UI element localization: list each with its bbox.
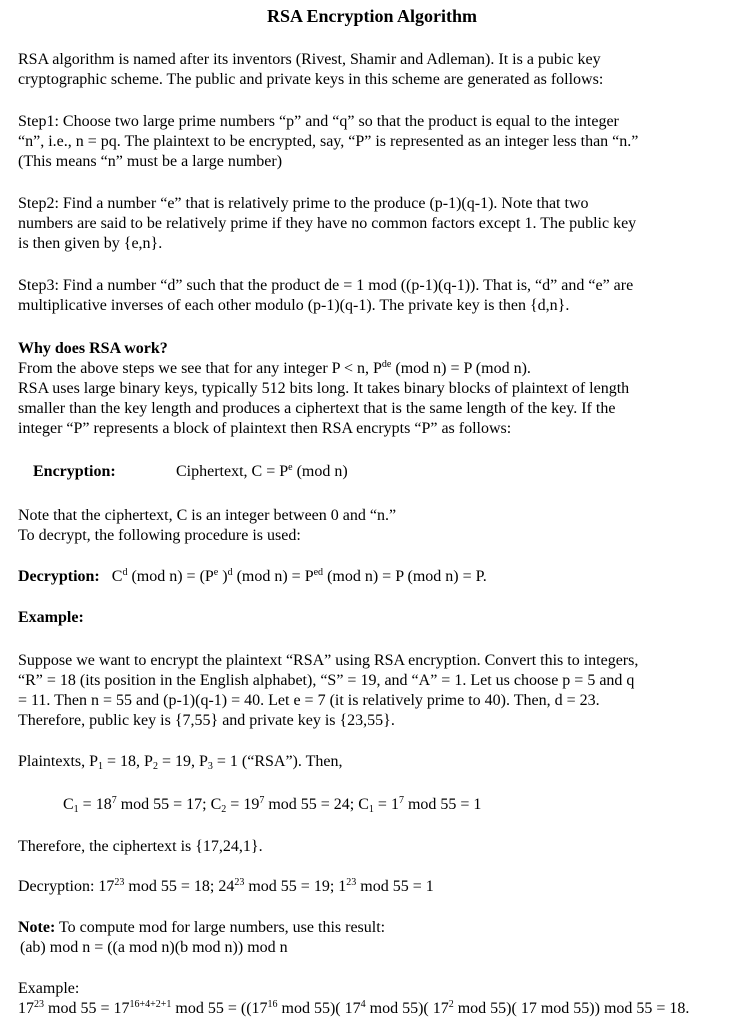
example2-calculation: $17^{23}$ mod $55 = 17^{16+4+2+1}$ mod $55 = ((17^{16}$ mod 55)( $17^4$ mod 55)( $17^2$ mod 55)( 17 mod 55)) mod 55 = 18. [18,999,690,1017]
decryption-calculation: Decryption: $17^{23}$ mod 55 = 18; $24^{23}$ mod 55 = 19; $1^{23}$ mod 55 = 1 [18,877,434,895]
note-line: Note: To compute mod for large numbers, use this result: [18,919,386,936]
note-line: To decrypt, the following procedure is used: [18,527,301,544]
step2-line: is then given by {e,n}. [18,235,163,252]
why-line: integer “P” represents a block of plaintext then RSA encrypts “P” as follows: [18,420,512,437]
why-line: From the above steps we see that for any integer P < n, $P^{de}$ (mod n) = P (mod n). [18,359,531,377]
step3-line: multiplicative inverses of each other modulo (p-1)(q-1). The private key is then {d,n}. [18,297,570,314]
mod-formula: (ab) mod n = ((a mod n)(b mod n)) mod n [20,939,288,956]
step1-line: Step1: Choose two large prime numbers “p” and “q” so that the product is equal to the integer [18,113,619,130]
example-heading: Example: [18,609,84,626]
step1-line: (This means “n” must be a large number) [18,153,283,170]
intro-line: RSA algorithm is named after its inventors (Rivest, Shamir and Adleman). It is a pubic key [18,51,601,68]
page-title: RSA Encryption Algorithm [266,6,478,26]
example2-label: Example: [18,980,80,997]
why-line: RSA uses large binary keys, typically 512 bits long. It takes binary blocks of plaintext of length [18,380,630,397]
cipher-calculation: $C_1 = 18^7$ mod 55 = 17; $C_2 = 19^7$ mod 55 = 24; $C_1 = 1^7$ mod 55 = 1 [63,795,482,815]
step3-line: Step3: Find a number “d” such that the product de = 1 mod ((p-1)(q-1)). That is, “d” and “e” are [18,277,634,294]
example-line: Suppose we want to encrypt the plaintext “RSA” using RSA encryption. Convert this to integers, [18,652,639,669]
step2-line: Step2: Find a number “e” that is relatively prime to the produce (p-1)(q-1). Note that two [18,195,589,212]
encryption-formula: Ciphertext, $C = P^e$ (mod n) [176,462,348,480]
step1-line: “n”, i.e., n = pq. The plaintext to be encrypted, say, “P” is represented as an integer less than “n.” [18,133,639,150]
example-line: “R” = 18 (its position in the English alphabet), “S” = 19, and “A” = 1. Let us choose p = 5 and q [18,672,635,689]
intro-line: cryptographic scheme. The public and private keys in this scheme are generated as follows: [18,71,604,88]
encryption-label: Encryption: [33,463,116,480]
plaintexts-line: Plaintexts, $P_1 = 18$, $P_2 = 19$, $P_3 = 1$ (“RSA”). Then, [18,753,343,772]
example-line: Therefore, public key is {7,55} and private key is {23,55}. [18,712,395,729]
decryption-formula: Decryption: $C^d$ (mod $n) = (P^e$ )$^d$ (mod $n) = P^{ed}$ (mod n) = P (mod n) = P. [18,567,487,585]
why-line: smaller than the key length and produces a ciphertext that is the same length of the key. If the [18,400,616,417]
note-line: Note that the ciphertext, C is an integer between 0 and “n.” [18,507,397,524]
why-heading: Why does RSA work? [18,340,168,357]
step2-line: numbers are said to be relatively prime if they have no common factors except 1. The public key [18,215,637,232]
example-line: = 11. Then n = 55 and (p-1)(q-1) = 40. Let e = 7 (it is relatively prime to 40). Then, d = 23. [18,692,600,709]
ciphertext-result: Therefore, the ciphertext is {17,24,1}. [18,838,263,855]
